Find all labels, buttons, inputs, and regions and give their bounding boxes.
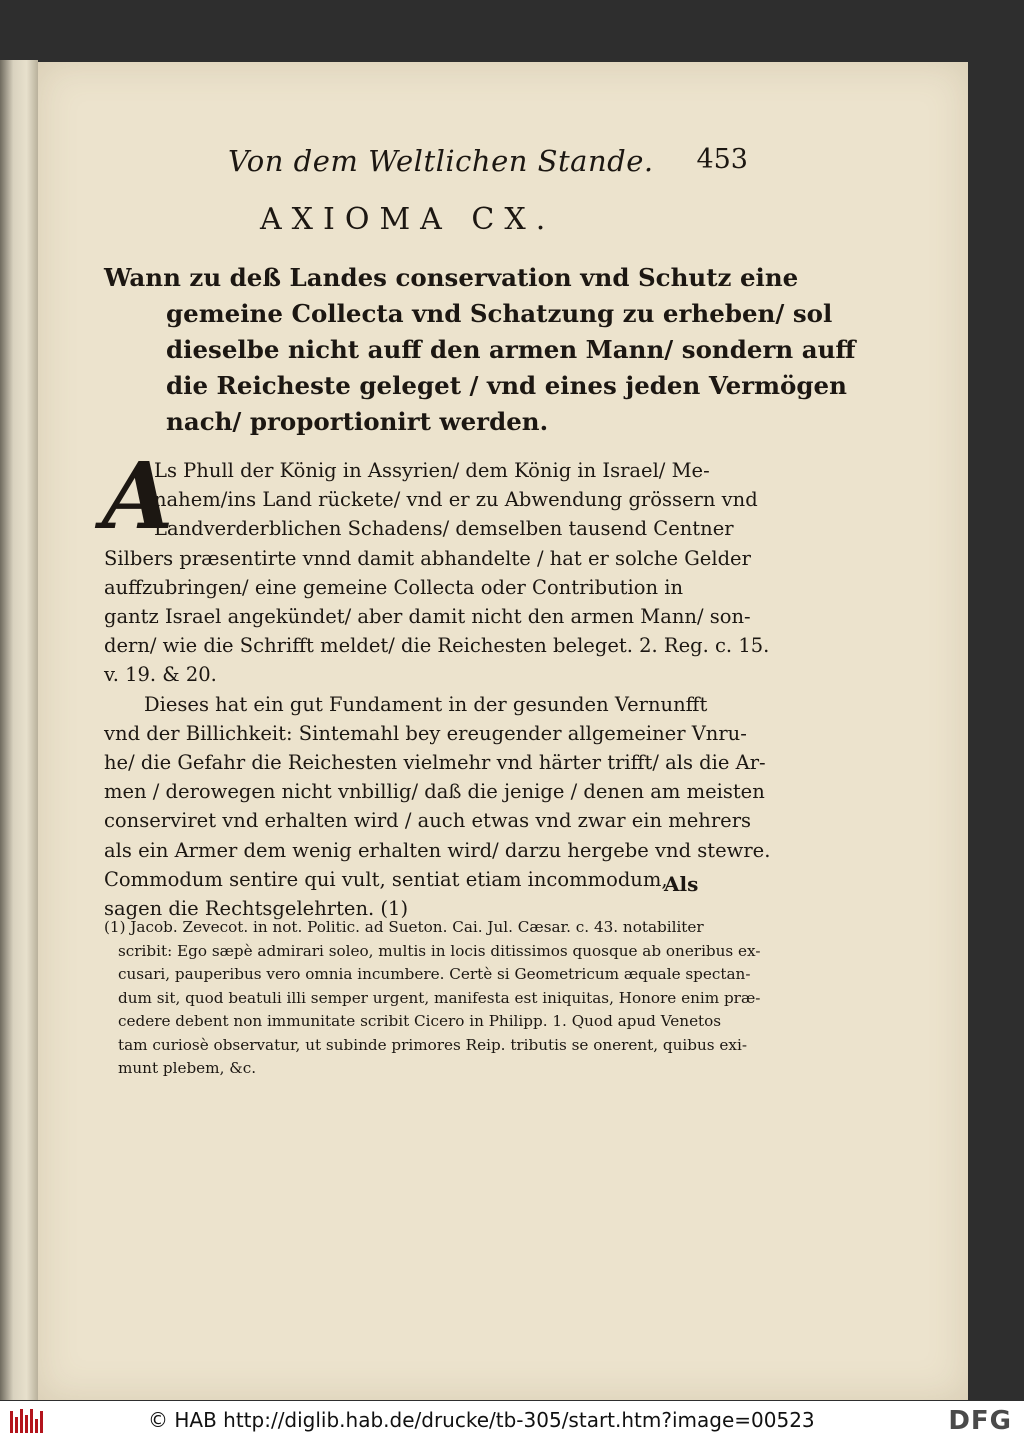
body-line: v. 19. & 20.: [104, 663, 217, 687]
body-line: men / derowegen nicht vnbillig/ daß die jenige / denen am meisten: [104, 780, 765, 804]
axiom-statement: [104, 260, 856, 440]
footnote: [104, 916, 794, 1081]
axiom-line: die Reicheste geleget / vnd eines jeden Vermögen: [166, 371, 847, 400]
axiom-heading: AXIOMA CX.: [260, 202, 556, 237]
footnote-line: munt plebem, &c.: [118, 1059, 257, 1077]
body-line: Landverderblichen Schadens/ demselben tausend Centner: [154, 517, 734, 541]
axiom-line: dieselbe nicht auff den armen Mann/ sondern auff: [166, 335, 856, 364]
footnote-line: cedere debent non immunitate scribit Cicero in Philipp. 1. Quod apud Venetos: [118, 1012, 722, 1030]
book-page: [38, 62, 968, 1400]
body-text: [104, 456, 771, 923]
body-line: gantz Israel angekündet/ aber damit nicht den armen Mann/ son-: [104, 605, 751, 629]
body-line: Ls Phull der König in Assyrien/ dem König in Israel/ Me-: [154, 459, 710, 482]
body-line: auffzubringen/ eine gemeine Collecta oder Contribution in: [104, 575, 684, 599]
body-line: Silbers præsentirte vnnd damit abhandelte / hat er solche Gelder: [104, 546, 751, 570]
adjacent-page-edge: [0, 60, 38, 1400]
page-number: 453: [696, 144, 748, 175]
footnote-line: cusari, pauperibus vero omnia incumbere. Certè si Geometricum æquale spectan-: [118, 965, 751, 983]
footnote-line: tam curiosè observatur, ut subinde primores Reip. tributis se onerent, quibus exi-: [118, 1035, 747, 1054]
axiom-line: gemeine Collecta vnd Schatzung zu erheben/ sol: [166, 299, 833, 328]
axiom-line: Wann zu deß Landes conservation vnd Schutz eine: [104, 263, 799, 292]
body-line: als ein Armer dem wenig erhalten wird/ darzu hergebe vnd stewre.: [104, 838, 771, 862]
running-title: Von dem Weltlichen Stande.: [228, 144, 654, 178]
footnote-line: dum sit, quod beatuli illi semper urgent, manifesta est iniquitas, Honore enim præ-: [118, 988, 761, 1007]
body-line: sagen die Rechtsgelehrten. (1): [104, 897, 409, 921]
drop-cap-initial: A: [102, 442, 174, 550]
library-logo-icon: [10, 1409, 44, 1433]
footer-bar: [0, 1401, 1024, 1441]
body-line: nahem/ins Land rückete/ vnd er zu Abwendung grössern vnd: [154, 488, 758, 512]
body-line: Commodum sentire qui vult, sentiat etiam incommodum,: [104, 867, 668, 891]
body-line: conserviret vnd erhalten wird / auch etwas vnd zwar ein mehrers: [104, 809, 752, 833]
running-header: [228, 144, 748, 184]
body-line: dern/ wie die Schrifft meldet/ die Reichesten beleget. 2. Reg. c. 15.: [104, 634, 770, 658]
axiom-line: nach/ proportionirt werden.: [166, 407, 549, 436]
footnote-line: scribit: Ego sæpè admirari soleo, multis in locis ditissimos quosque ab oneribus ex-: [118, 941, 761, 960]
body-line: Dieses hat ein gut Fundament in der gesunden Vernunfft: [144, 692, 708, 716]
copyright-link[interactable]: © HAB http://diglib.hab.de/drucke/tb-305/start.htm?image=00523: [148, 1408, 815, 1432]
footnote-line: (1) Jacob. Zevecot. in not. Politic. ad Sueton. Cai. Jul. Cæsar. c. 43. notabiliter: [104, 918, 704, 936]
body-line: he/ die Gefahr die Reichesten vielmehr vnd härter trifft/ als die Ar-: [104, 751, 766, 775]
catchword: Als: [664, 872, 699, 896]
dfg-logo: DFG: [948, 1406, 1012, 1436]
body-line: vnd der Billichkeit: Sintemahl bey ereugender allgemeiner Vnru-: [104, 721, 747, 745]
